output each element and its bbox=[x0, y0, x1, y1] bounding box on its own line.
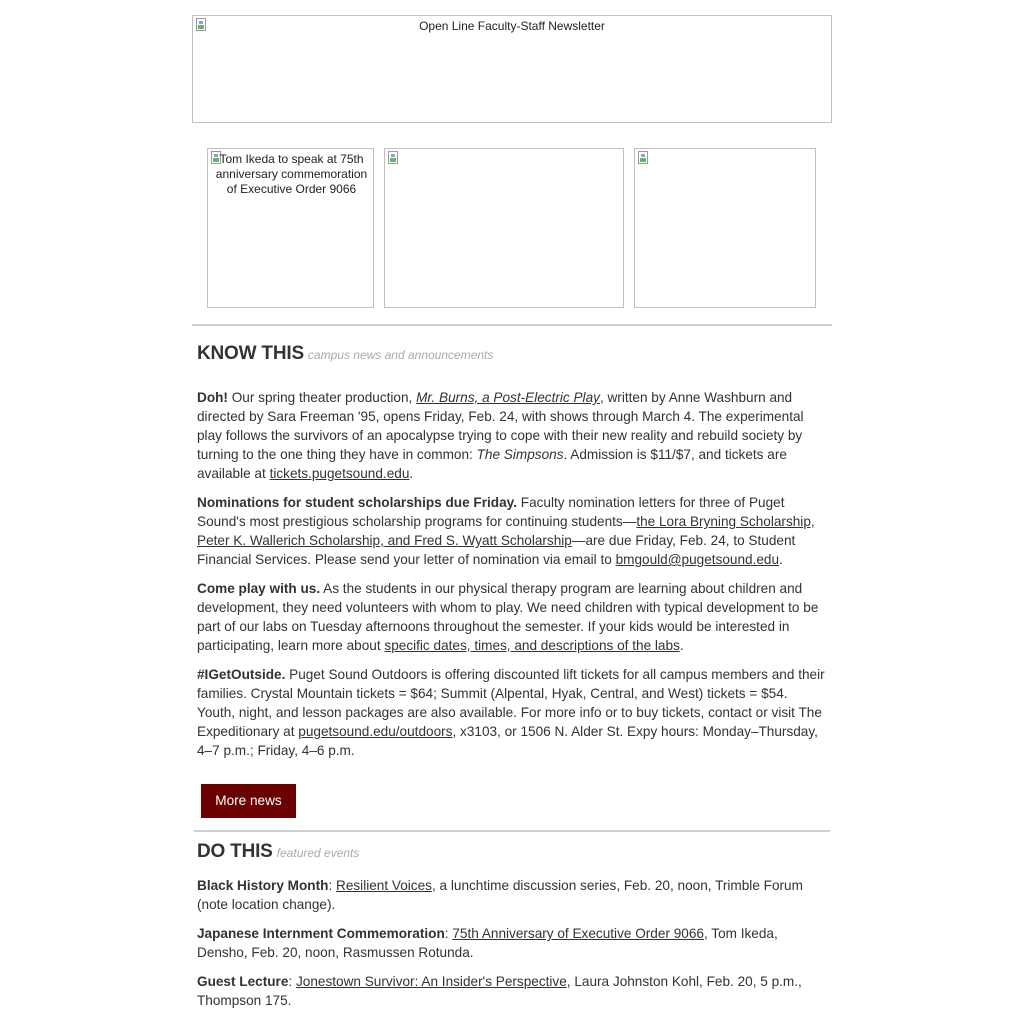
outdoors-link[interactable]: pugetsound.edu/outdoors bbox=[298, 724, 453, 739]
news-item-igetoutside: #IGetOutside. Puget Sound Outdoors is offering discounted lift tickets for all campus members and their families. Crystal Mountain tickets = $64; Summit (Alpental, Hyak, Central, and West) tickets = $54. Youth, night, and lesson packages are also available. For more info or to buy tickets, contact or visit The Expeditionary at pugetsound.edu/outdoors, x3103, or 1506 N. Alder St. Expy hours: Monday–Thursday, 4–7 p.m.; Friday, 4–6 p.m. bbox=[197, 667, 825, 758]
event-link[interactable]: 75th Anniversary of Executive Order 9066 bbox=[452, 926, 704, 941]
email-link[interactable]: bmgould@pugetsound.edu bbox=[615, 552, 780, 567]
broken-image-icon bbox=[637, 151, 651, 165]
header-image-alt-text: Open Line Faculty-Staff Newsletter bbox=[419, 19, 605, 33]
do-this-header bbox=[197, 841, 359, 863]
section-divider bbox=[194, 830, 830, 832]
featured-story-image-2[interactable] bbox=[384, 148, 624, 308]
broken-image-icon bbox=[387, 151, 401, 165]
news-item-scholarships: Nominations for student scholarships due Friday. Faculty nomination letters for three of Puget Sound's most prestigious scholarship programs for continuing students—the Lora Bryning Scholarship, Peter K. Wallerich Scholarship, and Fred S. Wyatt Scholarship—are due Friday, Feb. 24, to Student Financial Services. Please send your letter of nomination via email to bmgould@pugetsound.edu. bbox=[197, 495, 815, 567]
event-category: Japanese Internment Commemoration bbox=[197, 926, 445, 941]
featured-story-1-alt-text: Tom Ikeda to speak at 75th anniversary commemoration of Executive Order 9066 bbox=[215, 152, 368, 196]
section-divider bbox=[192, 324, 832, 326]
news-item-lead: Doh! bbox=[197, 390, 228, 405]
event-category: Black History Month bbox=[197, 878, 329, 893]
newsletter-header-image[interactable] bbox=[192, 15, 832, 123]
event-item: Japanese Internment Commemoration: 75th Anniversary of Executive Order 9066, Tom Ikeda, Densho, Feb. 20, noon, Rasmussen Rotunda. bbox=[197, 926, 778, 960]
more-news-button[interactable]: More news bbox=[201, 784, 296, 818]
news-item-come-play: Come play with us. As the students in our physical therapy program are learning about children and development, they need volunteers with whom to play. We need children with typical development to be part of our labs on Tuesday afternoons throughout the semester. If your kids would be interested in participating, learn more about specific dates, times, and descriptions of the labs. bbox=[197, 581, 819, 653]
lab-details-link[interactable]: specific dates, times, and descriptions of the labs bbox=[384, 638, 680, 653]
featured-story-image-3[interactable] bbox=[634, 148, 816, 308]
event-link[interactable]: Resilient Voices bbox=[336, 878, 432, 893]
mr-burns-link[interactable]: Mr. Burns, a Post-Electric Play bbox=[416, 390, 600, 405]
event-item: Black History Month: Resilient Voices, a lunchtime discussion series, Feb. 20, noon, Trimble Forum (note location change). bbox=[197, 878, 803, 912]
scholarships-link[interactable]: the Lora Bryning Scholarship, Peter K. Wallerich Scholarship, and Fred S. Wyatt Scholarship bbox=[197, 514, 815, 548]
section-subtitle: featured events bbox=[276, 846, 360, 860]
event-category: Guest Lecture bbox=[197, 974, 289, 989]
know-this-header bbox=[197, 343, 493, 365]
section-subtitle: campus news and announcements bbox=[307, 348, 494, 362]
section-title: DO THIS bbox=[197, 841, 273, 862]
event-item: Guest Lecture: Jonestown Survivor: An Insider's Perspective, Laura Johnston Kohl, Feb. 20, 5 p.m., Thompson 175. bbox=[197, 974, 802, 1008]
section-title: KNOW THIS bbox=[197, 343, 304, 364]
tickets-link[interactable]: tickets.pugetsound.edu bbox=[269, 466, 410, 481]
news-item-lead: #IGetOutside. bbox=[197, 667, 286, 682]
event-link[interactable]: Jonestown Survivor: An Insider's Perspective bbox=[295, 974, 567, 989]
news-item-doh: Doh! Our spring theater production, Mr. Burns, a Post-Electric Play, written by Anne Washburn and directed by Sara Freeman '95, opens Friday, Feb. 24, with shows through March 4. The experimental play follows the survivors of an apocalypse trying to cope with their new reality and rebuild society by turning to the one thing they have in common: The Simpsons. Admission is $11/$7, and tickets are available at tickets.pugetsound.edu. bbox=[197, 390, 804, 481]
news-item-lead: Nominations for student scholarships due Friday. bbox=[197, 495, 517, 510]
featured-story-image-1[interactable] bbox=[207, 148, 374, 308]
news-item-lead: Come play with us. bbox=[197, 581, 321, 596]
